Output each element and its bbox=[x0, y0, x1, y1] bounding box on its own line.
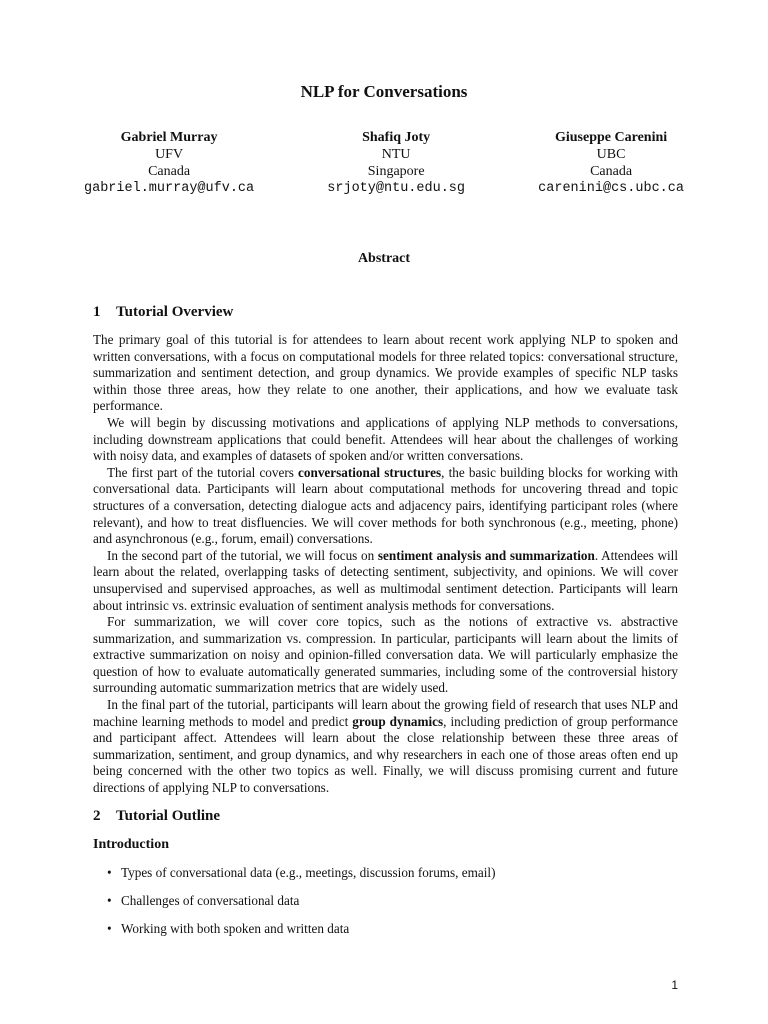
paragraph-text: The first part of the tutorial covers bbox=[107, 464, 299, 480]
author-block bbox=[84, 129, 684, 197]
bold-term: group dynamics bbox=[352, 713, 444, 729]
paragraph: For summarization, we will cover core topics, such as the notions of extractive vs. abstractive summarization, and summarization vs. compression. In particular, participants will learn about the limits of extractive summarization on noisy and opinion-filled conversation data. We will particularly emphasize the question of how to evaluate automatically generated summaries, including some of the controversial history surrounding automatic summarization metrics that are widely used. bbox=[93, 614, 678, 696]
list-item-text: Types of conversational data (e.g., meetings, discussion forums, email) bbox=[121, 864, 496, 880]
bullet-icon: • bbox=[107, 864, 112, 880]
list-item bbox=[93, 864, 678, 881]
paper-title: NLP for Conversations bbox=[300, 82, 468, 101]
paragraph-text: In the final part of the tutorial, participants will learn about the growing field of research that uses NLP and machine learning methods to model and predict bbox=[93, 697, 678, 729]
abstract-heading: Abstract bbox=[357, 251, 411, 266]
author-card bbox=[327, 129, 465, 197]
paper-body bbox=[93, 302, 678, 948]
bullet-icon: • bbox=[107, 892, 112, 908]
author-affiliation: UBC bbox=[596, 147, 626, 162]
paragraph bbox=[93, 465, 678, 548]
bold-term: conversational structures bbox=[298, 464, 442, 480]
section-number: 2 bbox=[93, 807, 101, 824]
section-heading bbox=[93, 302, 678, 322]
bullet-icon: • bbox=[107, 920, 112, 936]
paragraph bbox=[93, 697, 678, 797]
paragraph: The primary goal of this tutorial is for attendees to learn about recent work applying NLP to spoken and written conversations, with a focus on computational models for three related topics: conversational structure, summarization and sentiment detection, and group dynamics. We provide examples of specific NLP tasks within those three areas, how they relate to one another, their applications, and how we evaluate task performance. bbox=[93, 332, 678, 414]
paragraph-text: , including prediction of group performance and participant affect. Attendees will learn about the close relationship between these three areas of summarization, sentiment, and group dynamics, and why researchers in each one of those areas often end up being concerned with the other two topics as well. Finally, we will discuss promising current and future directions of applying NLP to conversations. bbox=[93, 713, 678, 796]
subsection-heading: Introduction bbox=[93, 836, 169, 852]
bullet-list bbox=[93, 864, 678, 937]
author-card bbox=[538, 129, 684, 197]
list-item-text: Challenges of conversational data bbox=[121, 892, 300, 908]
section-title: Tutorial Outline bbox=[116, 807, 221, 824]
paragraph-text: , the basic building blocks for working with conversational data. Participants will learn about computational methods for uncovering thread and topic structures of a conversation, detecting dialogue acts and adjacency pairs, identifying participant roles (where relevant), and how to treat disfluencies. We will cover methods for both synchronous (e.g., meeting, phone) and asynchronous (e.g., forum, email) conversations. bbox=[93, 464, 678, 547]
author-email[interactable]: gabriel.murray@ufv.ca bbox=[84, 181, 255, 196]
page-number: 1 bbox=[671, 978, 678, 992]
paragraph-text: In the second part of the tutorial, we will focus on bbox=[107, 547, 378, 563]
bold-term: sentiment analysis and summarization bbox=[377, 547, 595, 563]
author-country: Canada bbox=[590, 164, 633, 179]
section-title: Tutorial Overview bbox=[116, 304, 234, 320]
author-name: Gabriel Murray bbox=[120, 130, 218, 145]
paragraph bbox=[93, 548, 678, 614]
author-card bbox=[84, 129, 254, 197]
author-name: Shafiq Joty bbox=[362, 130, 431, 145]
list-item bbox=[93, 892, 678, 909]
paragraph-text: . Attendees will learn about the related, overlapping tasks of detecting sentiment, subjectivity, and opinions. We will cover unsupervised and supervised approaches, as well as multimodal sentiment detection. Participants will learn about intrinsic vs. extrinsic evaluation of sentiment analysis methods for conversations. bbox=[93, 547, 679, 613]
list-item bbox=[93, 920, 678, 937]
paragraph: We will begin by discussing motivations and applications of applying NLP methods to conversations, including downstream applications that could benefit. Attendees will hear about the challenges of working with noisy data, and examples of datasets of spoken and/or written conversations. bbox=[93, 414, 678, 464]
author-email[interactable]: carenini@cs.ubc.ca bbox=[538, 181, 684, 196]
section-heading bbox=[93, 806, 678, 826]
list-item-text: Working with both spoken and written data bbox=[121, 920, 350, 936]
author-name: Giuseppe Carenini bbox=[554, 130, 668, 145]
section-number: 1 bbox=[93, 304, 101, 320]
author-affiliation: NTU bbox=[381, 147, 411, 162]
author-email[interactable]: srjoty@ntu.edu.sg bbox=[327, 181, 466, 196]
author-affiliation: UFV bbox=[155, 147, 184, 162]
author-country: Canada bbox=[148, 164, 191, 179]
author-country: Singapore bbox=[367, 164, 425, 179]
